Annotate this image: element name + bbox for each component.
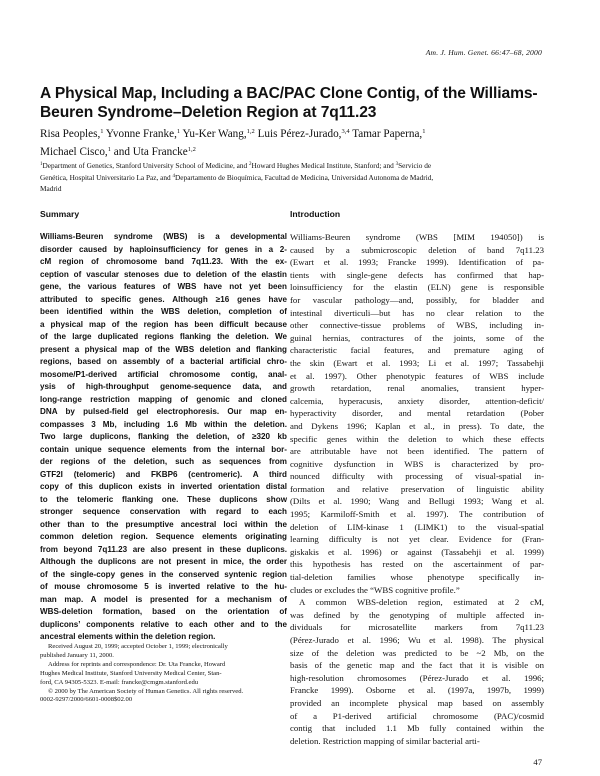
text-line: copy of this duplicon exists in inverted orientation distal (40, 482, 287, 491)
text-line: formation and relative preservation of linguistic ability (290, 483, 544, 494)
text-line: regions, based on assembly of a bacterial artificial chro- (40, 357, 287, 366)
text-line: ception of vascular stenoses due to deletion of the elastin (40, 269, 287, 279)
text-line: man map. A model is presented for a mechanism of (40, 594, 287, 604)
affil-text: Howard Hughes Medical Institute, Stanford; and (251, 161, 396, 170)
text-line: specific genes within the deletion to which these effects (290, 433, 544, 444)
text-line: a physical map of the region has been difficult because (40, 319, 287, 329)
author-affil-mark: 3,4 (341, 128, 350, 135)
affil-mark: 2 (249, 162, 252, 167)
text-line: deletion. Restriction mapping of similar bacterial arti- (290, 735, 480, 746)
text-line: A common WBS-deletion region, estimated at 2 cM, (299, 597, 544, 608)
text-line: 1995; Karmiloff-Smith et al. 1997). The contribution of (290, 509, 544, 520)
affiliation-line (40, 172, 555, 184)
text-line: other than to the presumptive ancestral loci within the (40, 519, 287, 529)
text-line: mosome/P1-derived artificial chromosome contig, anal- (40, 369, 287, 379)
text-line: gene, the various features of WBS have not yet been (40, 282, 287, 291)
author-list (40, 124, 560, 160)
introduction-paragraph-1 (290, 231, 544, 596)
text-line: cM region of chromosome band 7q11.23. With the ex- (40, 257, 287, 266)
text-line: Although the duplicons are not present in mice, the order (40, 557, 287, 566)
author-line-1 (40, 124, 560, 142)
author-name: and Uta Francke (110, 146, 188, 158)
text-line: was defined by the genotyping of multiple affected in- (290, 609, 544, 620)
text-line: loinsufficiency for the elastin (ELN) gene is responsible (290, 282, 544, 293)
affil-text: Madrid (40, 183, 62, 193)
text-line: for vascular pathology—and, possibly, for bladder and (290, 294, 544, 305)
text-line: long-range restriction mapping of genomic and cloned (40, 394, 287, 404)
text-line: Francke 1999). Osborne et al. (1997a, 1997b, 1999) (290, 685, 544, 696)
author-name: Michael Cisco, (40, 146, 108, 158)
author-name: Yvonne Franke, (103, 128, 177, 140)
summary-heading: Summary (40, 209, 80, 219)
text-line: learning difficulty is not yet clear. Evidence for (Fran- (290, 534, 544, 545)
affiliation-line (40, 160, 555, 172)
footnote-line: 0002-9297/2000/6601-0008$02.00 (40, 696, 133, 704)
author-affil-mark: 1 (422, 128, 426, 135)
text-line: the skin (Ewart et al. 1993; Li et al. 1997; Tassabehji (290, 357, 544, 368)
text-line: et al. 1997). Other phenotypic features of WBS include (290, 370, 544, 381)
text-line: der regions of the deletion, such as sequences from (40, 457, 287, 466)
author-affil-mark: 1,2 (187, 146, 196, 153)
author-affil-mark: 1 (100, 128, 104, 135)
summary-body (40, 231, 287, 644)
affil-mark: 4 (172, 173, 176, 179)
text-line: caused by a submicroscopic deletion of band 7q11.23 (290, 244, 544, 255)
footnote-line: Address for reprints and correspondence: Dr. Uta Francke, Howard (48, 660, 226, 668)
text-line: other connective-tissue problems of WBS, including in- (290, 320, 544, 331)
text-line: this hypothesis has rested on the ascertainment of par- (290, 559, 544, 570)
author-name: Risa Peoples, (40, 128, 101, 140)
text-line: provided an incomplete physical map based on assembly (290, 697, 544, 708)
affil-text: Department of Genetics, Stanford University School of Medicine, and (42, 161, 249, 170)
text-line: intestinal diverticuli—but has no clear relation to the (290, 307, 544, 318)
author-name: Yu-Ker Wang, (180, 128, 247, 140)
text-line: and Dykens 1996; Kaplan et al., in press). To date, the (290, 420, 544, 431)
text-line: duplicons’ components relative to each other and to the (40, 619, 287, 629)
text-line: cognitive dysfunction in WBS is characterized by pro- (290, 458, 544, 469)
introduction-paragraph-2 (290, 596, 544, 747)
right-column (290, 207, 544, 747)
introduction-heading: Introduction (290, 209, 341, 219)
text-line: WBS-deletion formation, based on the orientation of (40, 607, 287, 616)
text-line: stronger sequence conservation with regard to each (40, 507, 287, 516)
text-line: dividuals for microsatellite markers from 7q11.23 (290, 622, 544, 633)
text-line: deletion of LIM-kinase 1 (LIMK1) to the visual-spatial (290, 521, 544, 532)
text-line: contig that included 1.1 Mb fully contained within the (290, 723, 544, 734)
text-line: Two large duplicons, flanking the deletion, of ≥320 kb (40, 432, 287, 441)
text-line: attributed to specific genes. Although ≥16 genes have (40, 294, 287, 304)
text-line: size of the deletion was predicted to be ~2 Mb, on the (290, 647, 544, 658)
text-line: DNA by pulsed-field gel electrophoresis. Our map en- (40, 407, 287, 416)
author-name: Luis Pérez-Jurado, (254, 128, 342, 140)
text-line: high-resolution chromosomes (Pérez-Jurado et al. 1996; (290, 672, 544, 683)
article-title: A Physical Map, Including a BAC/PAC Clone Contig, of the Williams-Beuren Syndrome–Deletion Region at 7q11.23 (40, 85, 538, 121)
left-column (40, 207, 287, 644)
text-line: been identified within the WBS deletion, completion of (40, 307, 287, 316)
author-name: Tamar Paperna, (349, 128, 423, 140)
footnote-line: ford, CA 94305-5323. E-mail: francke@cmgm.stanford.edu (40, 678, 199, 686)
author-affil-mark: 1 (176, 128, 181, 135)
footnote-line: Hughes Medical Institute, Stanford University Medical Center, Stan- (40, 669, 222, 677)
affiliations (40, 160, 555, 194)
text-line: of mouse chromosome 5 is inverted relative to the hu- (40, 582, 287, 591)
page-number: 47 (533, 757, 542, 767)
text-line: nounced difficulty with processing of visual-spatial in- (290, 471, 544, 482)
text-line: Williams-Beuren syndrome (WBS [MIM 194050]) is (290, 232, 544, 242)
text-line: GTF2I (telomeric) and FKBP6 (centromeric). A third (40, 469, 287, 479)
text-line: growth retardation, renal anomalies, transient hyper- (290, 383, 544, 394)
text-line: from beyond 7q11.23 are also present in these duplicons. (40, 544, 287, 554)
text-line: are attributable have not been identified. The pattern of (290, 446, 544, 457)
text-line: to the telomeric flanking one. These duplicons show (40, 494, 287, 504)
text-line: calcemia, hyperacusis, anxiety disorder, attention-deficit/ (290, 395, 544, 406)
text-line: of the large duplicated regions flanking the deletion. We (40, 332, 287, 341)
text-line: Williams-Beuren syndrome (WBS) is a developmental (40, 232, 287, 241)
text-line: disorder caused by haploinsufficiency for genes in a 2- (40, 244, 287, 254)
text-line: contain unique sequence elements from the internal bor- (40, 444, 287, 454)
affil-text: Genética, Hospital Universitario La Paz, and (40, 172, 173, 182)
affil-mark: 3 (395, 162, 399, 167)
text-line: (Ewart et al. 1993; Francke 1999). Identification of pa- (290, 257, 544, 268)
footnotes (40, 643, 276, 705)
footnote-line: published January 11, 2000. (40, 651, 114, 659)
author-line-2 (40, 142, 560, 160)
affiliation-line (40, 184, 555, 195)
text-line: ysis of high-throughput genome-sequence data, and (40, 382, 287, 391)
text-line: tial-deletion families whose phenotype specifically in- (290, 572, 544, 583)
text-line: present a physical map of the WBS deletion and flanking (40, 344, 287, 354)
journal-citation: Am. J. Hum. Genet. 66:47–68, 2000 (425, 48, 542, 57)
text-line: compasses 3 Mb, including 1.6 Mb within the deletion. (40, 419, 287, 429)
text-line: guinal hernias, contractures of the joints, some of the (290, 332, 544, 343)
text-line: ancestral elements within the deletion region. (40, 632, 216, 641)
text-line: characteristic facial features, and premature aging of (290, 345, 544, 356)
text-line: (Dilts et al. 1990; Wang and Bellugi 1993; Wang et al. (290, 496, 544, 507)
text-line: of a P1-derived artificial chromosome (PAC)/cosmid (290, 710, 544, 721)
text-line: tients with single-gene defects has confirmed that hap- (290, 269, 544, 280)
text-line: basis of the genetic map and the fact that it is visible on (290, 660, 544, 671)
text-line: giskakis et al. 1996) or against (Tassabehji et al. 1999) (290, 546, 544, 557)
text-line: of the single-copy genes in the conserved syntenic region (40, 569, 287, 579)
footnote-line: Received August 20, 1999; accepted October 1, 1999; electronically (48, 643, 228, 650)
footnote-line: © 2000 by The American Society of Human Genetics. All rights reserved. (48, 687, 244, 695)
text-line: (Pérez-Jurado et al. 1996; Wu et al. 1998). The physical (290, 635, 544, 645)
affil-mark: 1 (40, 162, 43, 167)
text-line: hyperactivity disorder, and mental retardation (Pober (290, 408, 544, 419)
author-affil-mark: 1 (107, 146, 111, 153)
author-affil-mark: 1,2 (246, 128, 255, 135)
text-line: cludes or excludes the “WBS cognitive profile.” (290, 584, 460, 595)
affil-text: Departamento de Bioquímica, Facultad de Medicina, Universidad Autonoma de Madrid, (175, 172, 434, 182)
affil-text: Servicio de (398, 161, 432, 170)
text-line: common deletion region. Sequence elements originating (40, 532, 287, 541)
